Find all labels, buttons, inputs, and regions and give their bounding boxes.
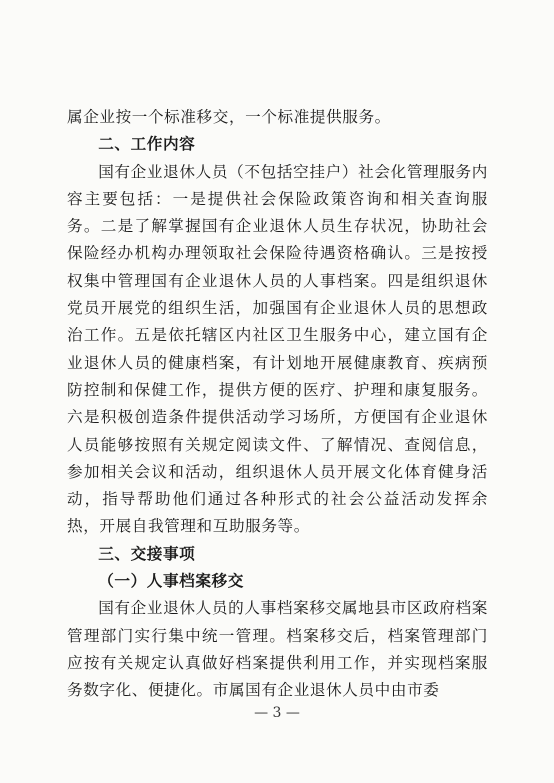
paragraph-continuation: 属企业按一个标准移交，一个标准提供服务。: [67, 108, 391, 126]
body-text: [67, 104, 488, 705]
paragraph-archive: 国有企业退休人员的人事档案移交属地县市区政府档案管理部门实行集中统一管理。档案移交后，档案管理部门应按有关规定认真做好档案提供利用工作，并实现档案服务数字化、便捷化。市属国有企业退休人员中由市委: [67, 599, 488, 700]
subsection-heading-archive: （一）人事档案移交: [98, 572, 244, 591]
section-heading-handover: 三、交接事项: [98, 544, 196, 563]
page-number: — 3 —: [254, 705, 300, 721]
paragraph-work-content: 国有企业退休人员（不包括空挂户）社会化管理服务内容主要包括：一是提供社会保险政策咨询和相关查询服务。二是了解掌握国有企业退休人员生存状况，协助社会保险经办机构办理领取社会保险待遇资格确认。三是按授权集中管理国有企业退休人员的人事档案。四是组织退休党员开展党的组织生活，加强国有企业退休人员的思想政治工作。五是依托辖区内社区卫生服务中心，建立国有企业退休人员的健康档案，有计划地开展健康教育、疾病预防控制和保健工作，提供方便的医疗、护理和康复服务。六是积极创造条件提供活动学习场所，方便国有企业退休人员能够按照有关规定阅读文件、了解情况、查阅信息，参加相关会议和活动，组织退休人员开展文化体育健身活动，指导帮助他们通过各种形式的社会公益活动发挥余热，开展自我管理和互助服务等。: [67, 162, 488, 536]
section-heading-work-content: 二、工作内容: [98, 135, 196, 154]
